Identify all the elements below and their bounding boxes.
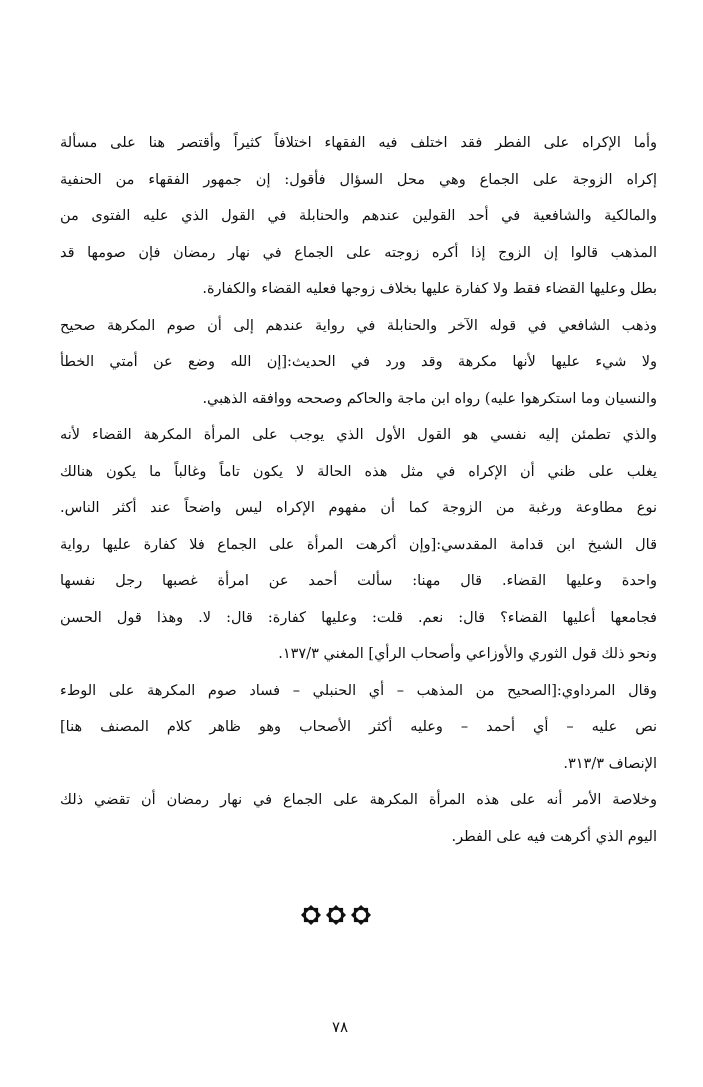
text-line: إكراه الزوجة على الجماع وهي محل السؤال فأقول: إن جمهور الفقهاء من الحنفية (60, 171, 657, 188)
octagram-icon (350, 904, 372, 926)
text-line: بطل وعليها القضاء فقط ولا كفارة عليها بخلاف زوجها فعليه القضاء والكفارة. (202, 281, 657, 297)
page-number: ٧٨ (331, 1018, 349, 1036)
text-line: واحدة وعليها القضاء. قال مهنا: سألت أحمد عن امرأة غصبها رجل نفسها (60, 573, 657, 589)
text-line: الإنصاف ٣١٣/٣. (563, 755, 657, 772)
text-line: قال الشيخ ابن قدامة المقدسي:[وإن أكرهت المرأة على الجماع فلا كفارة عليها رواية (60, 536, 657, 553)
text-line: فجامعها أعليها القضاء؟ قال: نعم. قلت: وعليها كفارة: قال: لا. وهذا قول الحسن (60, 609, 657, 626)
text-line: المذهب قالوا إن الزوج إذا أكره زوجته على الجماع في نهار رمضان فإن صومها قد (60, 244, 657, 261)
text-line: وخلاصة الأمر أنه على هذه المرأة المكرهة على الجماع في نهار رمضان أن تقضي ذلك (60, 792, 657, 808)
text-line: والمالكية والشافعية في أحد القولين عندهم والحنابلة في القول الذي عليه الفتوى من (60, 208, 657, 224)
octagram-icon (325, 904, 347, 926)
text-line: والذي تطمئن إليه نفسي هو القول الأول الذي يوجب على المرأة المكرهة القضاء لأنه (60, 427, 657, 443)
section-divider-ornament (300, 904, 372, 926)
text-line: ولا شيء عليها لأنها مكرهة وقد ورد في الحديث:[إن الله وضع عن أمتي الخطأ (60, 354, 657, 370)
body-text (60, 125, 657, 855)
text-line: ونحو ذلك قول الثوري والأوزاعي وأصحاب الرأي] المغني ١٣٧/٣. (278, 646, 657, 662)
text-line: والنسيان وما استكرهوا عليه) رواه ابن ماجة والحاكم وصححه ووافقه الذهبي. (202, 390, 657, 407)
octagram-icon (300, 904, 322, 926)
text-line: وأما الإكراه على الفطر فقد اختلف فيه الفقهاء اختلافاً كثيراً وأقتصر هنا على مسألة (60, 135, 657, 151)
text-line: نص عليه – أي أحمد – وعليه أكثر الأصحاب وهو ظاهر كلام المصنف هنا] (60, 719, 657, 735)
text-line: وقال المرداوي:[الصحيح من المذهب – أي الحنبلي – فساد صوم المكرهة على الوطء (60, 682, 657, 699)
text-line: نوع مطاوعة ورغبة من الزوجة كما أن مفهوم الإكراه ليس واضحاً عند أكثر الناس. (60, 500, 657, 516)
text-line: وذهب الشافعي في قوله الآخر والحنابلة في رواية عندهم إلى أن صوم المكرهة صحيح (60, 317, 657, 334)
text-line: يغلب على ظني أن الإكراه في مثل هذه الحالة لا يكون تاماً وغالباً ما يكون هنالك (60, 463, 657, 480)
text-line: اليوم الذي أكرهت فيه على الفطر. (451, 828, 657, 845)
